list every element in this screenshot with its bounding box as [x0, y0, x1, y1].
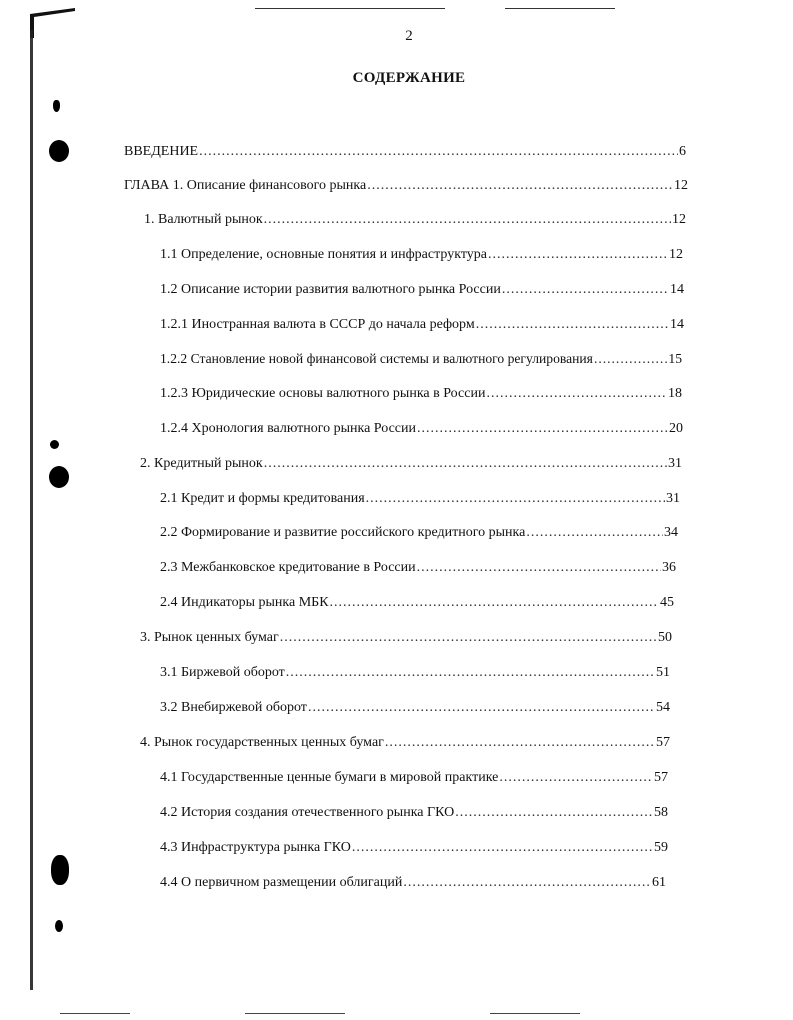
toc-entry-page: 34 — [664, 525, 678, 540]
toc-leader — [488, 247, 668, 263]
punch-hole — [51, 855, 69, 885]
toc-leader — [280, 630, 657, 646]
toc-entry-label: 2.4 Индикаторы рынка МБК — [160, 595, 329, 610]
toc-entry-label: ВВЕДЕНИЕ — [124, 144, 199, 159]
toc-entry-page: 61 — [652, 875, 666, 890]
toc-entry-page: 36 — [662, 560, 676, 575]
toc-entry-page: 6 — [679, 144, 686, 159]
toc-leader — [264, 212, 671, 228]
toc-entry-4-1[interactable] — [160, 770, 668, 790]
toc-entry-1-2-3[interactable] — [160, 386, 682, 406]
toc-leader — [286, 665, 655, 681]
toc-leader — [352, 840, 653, 856]
toc-entry-label: 4.3 Инфраструктура рынка ГКО — [160, 840, 351, 855]
toc-leader — [330, 595, 659, 611]
toc-entry-4-4[interactable] — [160, 875, 666, 895]
scan-top-line — [255, 8, 445, 9]
toc-entry-2-2[interactable] — [160, 525, 678, 545]
punch-hole — [49, 140, 69, 162]
toc-leader — [594, 351, 667, 367]
toc-entry-label: 2.3 Межбанковское кредитование в России — [160, 560, 416, 575]
toc-entry-4-2[interactable] — [160, 805, 668, 825]
toc-entry-section-2[interactable] — [140, 456, 682, 476]
toc-entry-label: 1.2.4 Хронология валютного рынка России — [160, 421, 417, 436]
scan-bottom-line — [490, 1013, 580, 1014]
toc-leader — [385, 735, 655, 751]
toc-entry-1-2-4[interactable] — [160, 421, 683, 441]
toc-entry-3-1[interactable] — [160, 665, 670, 685]
page-title: СОДЕРЖАНИЕ — [352, 70, 466, 86]
toc-leader — [476, 317, 669, 333]
toc-leader — [367, 178, 673, 194]
toc-entry-page: 18 — [668, 386, 682, 401]
toc-entry-page: 57 — [656, 735, 670, 750]
toc-entry-label: 2. Кредитный рынок — [140, 456, 263, 471]
punch-mark — [55, 920, 63, 932]
toc-entry-label: 2.1 Кредит и формы кредитования — [160, 491, 365, 506]
toc-entry-page: 31 — [666, 491, 680, 506]
toc-entry-page: 15 — [668, 351, 682, 366]
toc-entry-page: 51 — [656, 665, 670, 680]
toc-entry-label: 1.1 Определение, основные понятия и инфраструктура — [160, 247, 487, 262]
toc-entry-page: 12 — [669, 247, 683, 262]
toc-entry-section-1[interactable] — [144, 212, 686, 232]
toc-entry-2-1[interactable] — [160, 491, 680, 511]
toc-entry-page: 12 — [672, 212, 686, 227]
toc-entry-label: 3.2 Внебиржевой оборот — [160, 700, 307, 715]
toc-entry-3-2[interactable] — [160, 700, 670, 720]
toc-leader — [366, 491, 665, 507]
toc-entry-page: 59 — [654, 840, 668, 855]
toc-entry-label: 4. Рынок государственных ценных бумаг — [140, 735, 384, 750]
toc-entry-introduction[interactable] — [124, 144, 686, 164]
toc-leader — [264, 456, 667, 472]
toc-entry-page: 57 — [654, 770, 668, 785]
toc-entry-4-3[interactable] — [160, 840, 668, 860]
toc-entry-label: 3. Рынок ценных бумаг — [140, 630, 279, 645]
toc-entry-page: 14 — [670, 317, 684, 332]
toc-entry-page: 54 — [656, 700, 670, 715]
toc-entry-label: 1.2.2 Становление новой финансовой системы и валютного регулирования — [160, 351, 593, 366]
toc-entry-label: 2.2 Формирование и развитие российского кредитного рынка — [160, 525, 526, 540]
toc-entry-label: 1. Валютный рынок — [144, 212, 263, 227]
toc-leader — [308, 700, 655, 716]
scan-left-edge — [30, 30, 33, 990]
toc-leader — [455, 805, 653, 821]
scan-bottom-line — [60, 1013, 130, 1014]
toc-leader — [502, 282, 669, 298]
toc-entry-label: 1.2.3 Юридические основы валютного рынка в России — [160, 386, 486, 401]
toc-leader — [499, 770, 653, 786]
toc-entry-label: 4.2 История создания отечественного рынка ГКО — [160, 805, 455, 820]
toc-entry-label: 3.1 Биржевой оборот — [160, 665, 285, 680]
toc-entry-1-2-1[interactable] — [160, 317, 684, 337]
punch-mark — [50, 440, 59, 449]
scan-top-line — [505, 8, 615, 9]
toc-leader — [526, 525, 663, 541]
toc-entry-2-3[interactable] — [160, 560, 676, 580]
toc-entry-page: 58 — [654, 805, 668, 820]
toc-entry-page: 14 — [670, 282, 684, 297]
toc-entry-label: ГЛАВА 1. Описание финансового рынка — [124, 178, 367, 193]
toc-entry-2-4[interactable] — [160, 595, 674, 615]
toc-leader — [199, 144, 678, 160]
toc-leader — [486, 386, 667, 402]
punch-hole — [49, 466, 69, 488]
scan-bottom-line — [245, 1013, 345, 1014]
toc-leader — [417, 421, 668, 437]
toc-entry-label: 1.2 Описание истории развития валютного рынка России — [160, 282, 501, 297]
punch-mark — [53, 100, 60, 112]
toc-entry-1-1[interactable] — [160, 247, 683, 267]
toc-entry-label: 1.2.1 Иностранная валюта в СССР до начала реформ — [160, 317, 475, 332]
toc-entry-page: 20 — [669, 421, 683, 436]
toc-leader — [417, 560, 661, 576]
toc-entry-1-2[interactable] — [160, 282, 684, 302]
toc-entry-section-4[interactable] — [140, 735, 670, 755]
toc-entry-page: 31 — [668, 456, 682, 471]
toc-entry-section-3[interactable] — [140, 630, 672, 650]
toc-entry-page: 12 — [674, 178, 688, 193]
toc-entry-1-2-2[interactable] — [160, 351, 682, 371]
toc-entry-label: 4.4 О первичном размещении облигаций — [160, 875, 403, 890]
page-number: 2 — [405, 28, 413, 44]
toc-leader — [403, 875, 651, 891]
toc-entry-label: 4.1 Государственные ценные бумаги в мировой практике — [160, 770, 499, 785]
toc-entry-chapter-1[interactable] — [124, 178, 688, 198]
toc-entry-page: 45 — [660, 595, 674, 610]
toc-entry-page: 50 — [658, 630, 672, 645]
